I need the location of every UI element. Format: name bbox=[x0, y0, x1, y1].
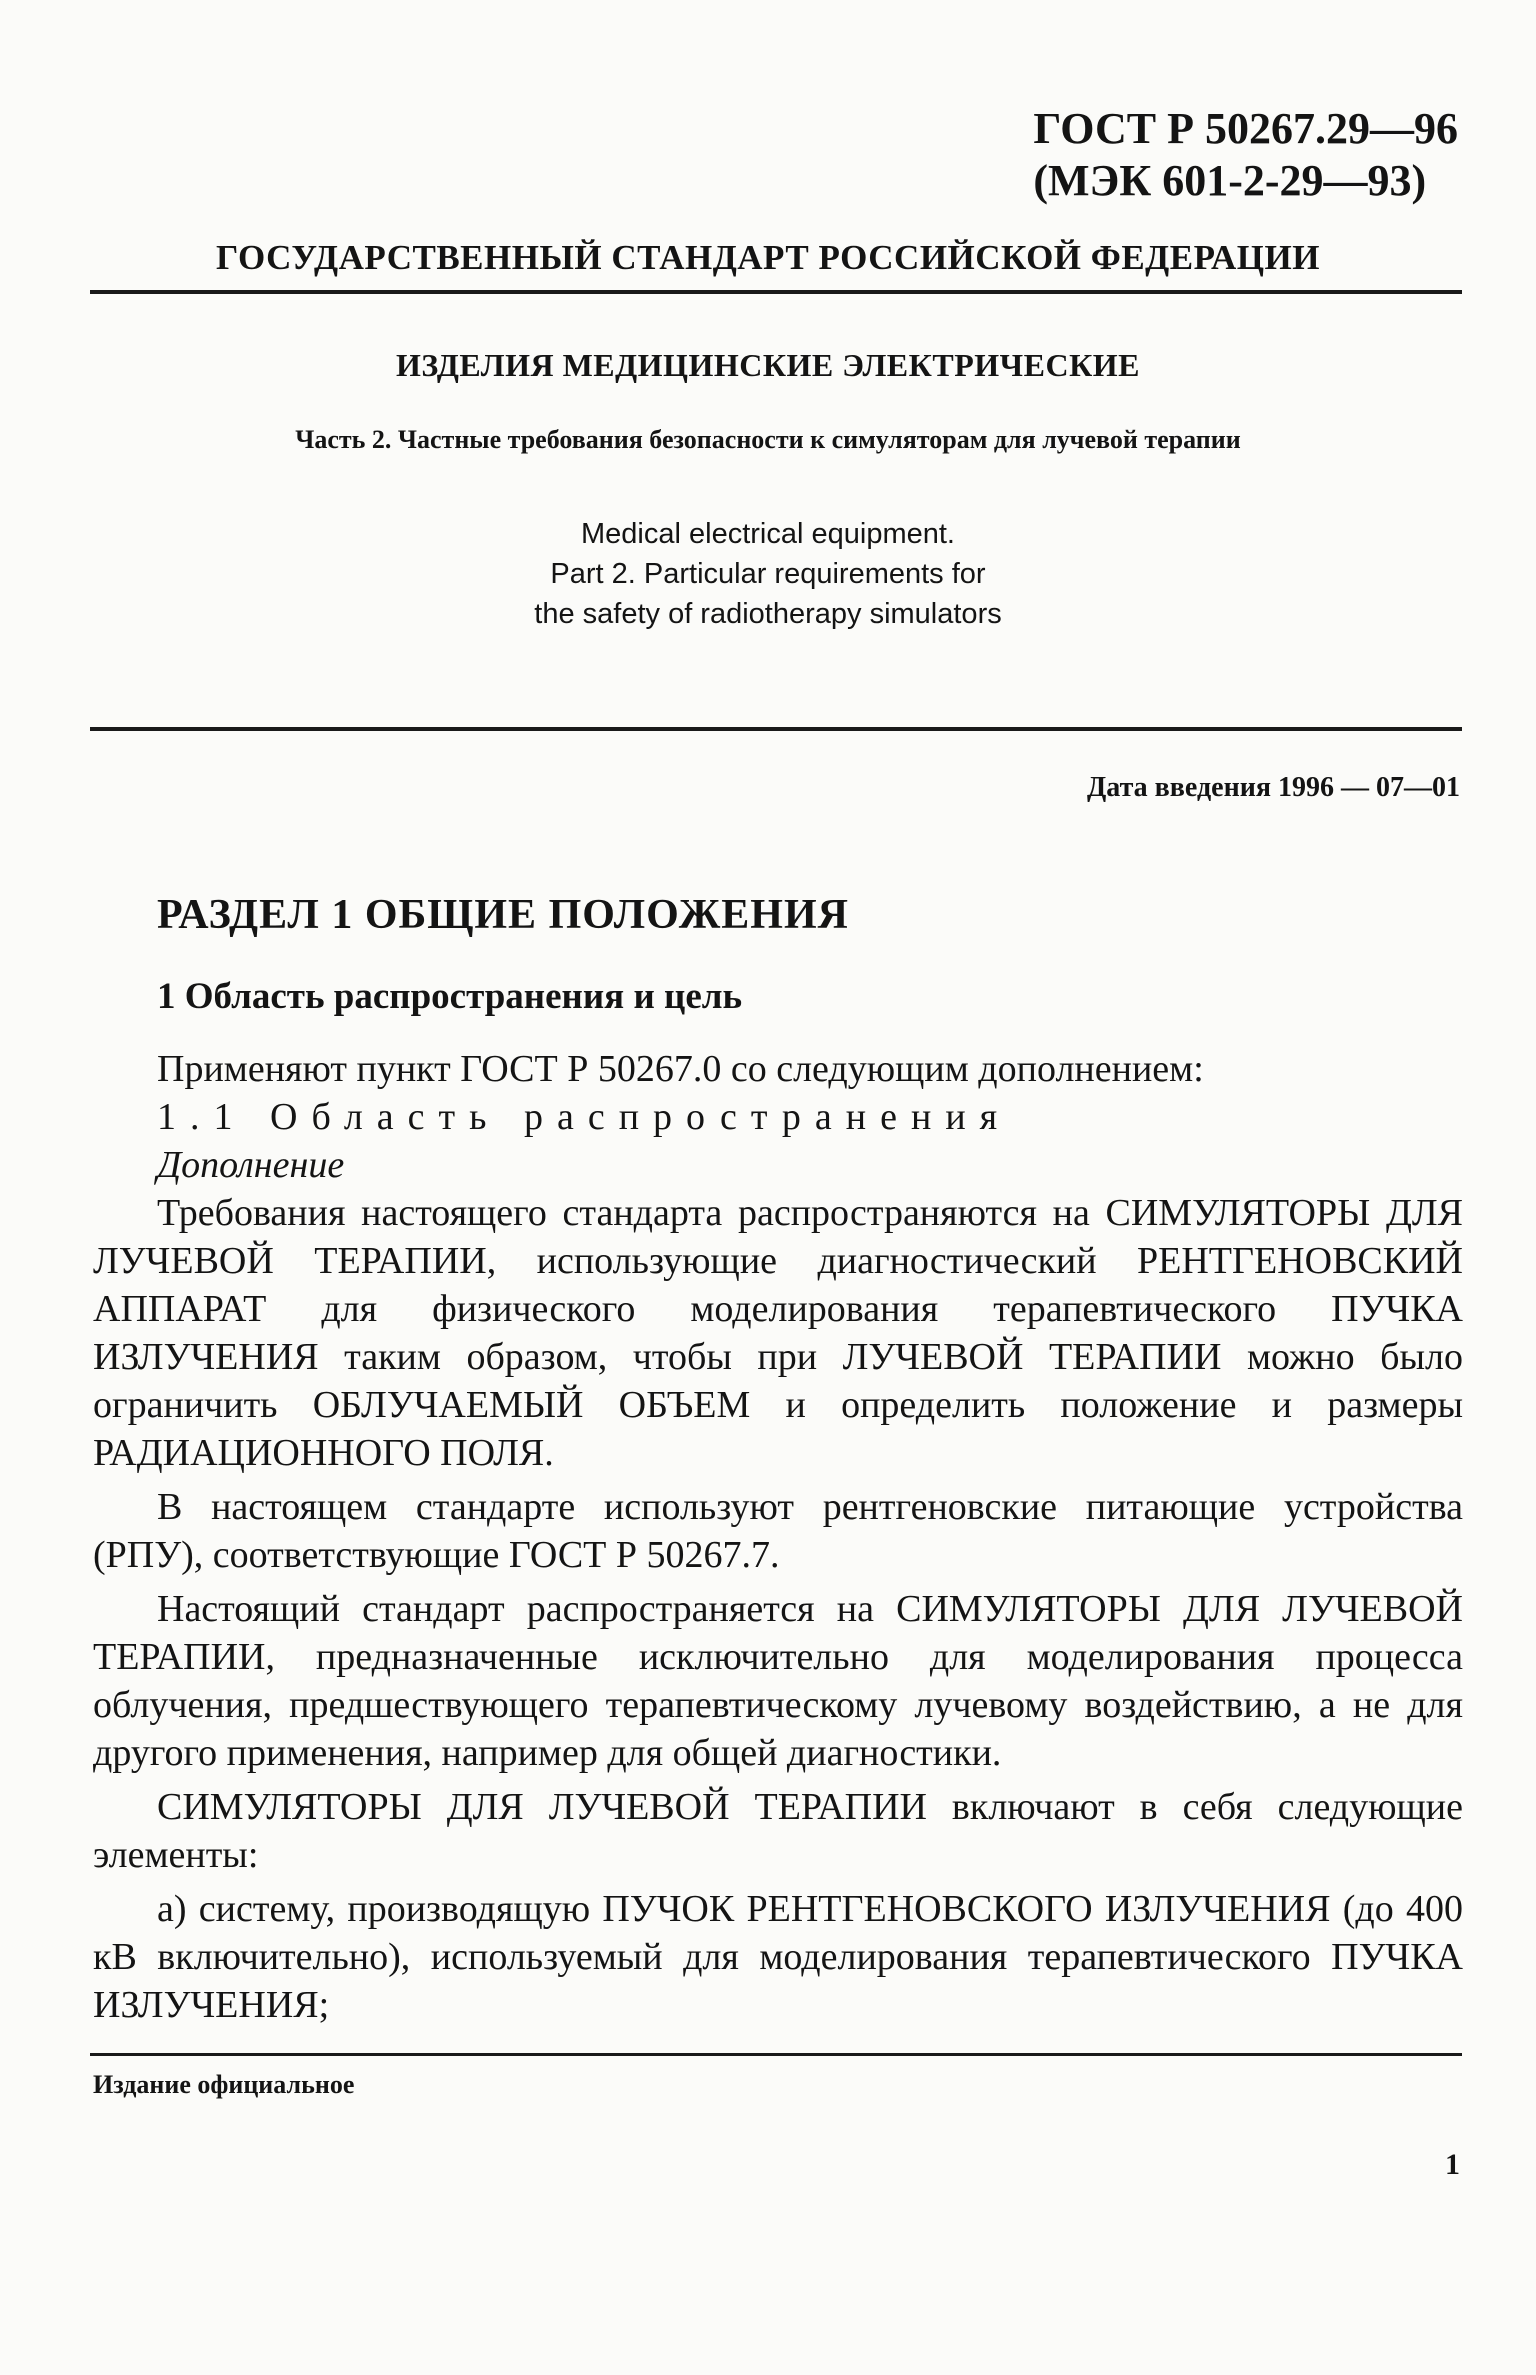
paragraph: Применяют пункт ГОСТ Р 50267.0 со следующим дополнением: bbox=[157, 1048, 1204, 1090]
paragraph: Требования настоящего стандарта распространяются на СИМУЛЯТОРЫ ДЛЯ ЛУЧЕВОЙ ТЕРАПИИ, использующие диагностический РЕНТГЕНОВСКИЙ АППАРАТ для физического моделирования терапевтического ПУЧКА ИЗЛУЧЕНИЯ таким образом, чтобы при ЛУЧЕВОЙ ТЕРАПИИ можно было ограничить ОБЛУЧАЕМЫЙ ОБЪЕМ и определить положение и размеры РАДИАЦИОННОГО ПОЛЯ. bbox=[93, 1192, 1463, 1474]
section-title: РАЗДЕЛ 1 ОБЩИЕ ПОЛОЖЕНИЯ bbox=[157, 892, 849, 938]
addition-label: Дополнение bbox=[157, 1144, 345, 1186]
english-title-line: Part 2. Particular requirements for bbox=[550, 558, 986, 590]
english-title bbox=[0, 514, 1536, 634]
state-standard-title: ГОСУДАРСТВЕННЫЙ СТАНДАРТ РОССИЙСКОЙ ФЕДЕРАЦИИ bbox=[216, 238, 1320, 277]
english-title-line: the safety of radiotherapy simulators bbox=[534, 598, 1002, 630]
header-divider bbox=[90, 290, 1462, 294]
list-item: а) систему, производящую ПУЧОК РЕНТГЕНОВСКОГО ИЗЛУЧЕНИЯ (до 400 кВ включительно), используемый для моделирования терапевтического ПУЧКА ИЗЛУЧЕНИЯ; bbox=[93, 1888, 1463, 2026]
paragraph: СИМУЛЯТОРЫ ДЛЯ ЛУЧЕВОЙ ТЕРАПИИ включают в себя следующие элементы: bbox=[93, 1786, 1463, 1876]
title-divider bbox=[90, 727, 1462, 731]
body-text bbox=[93, 1045, 1463, 2029]
document-title: ИЗДЕЛИЯ МЕДИЦИНСКИЕ ЭЛЕКТРИЧЕСКИЕ bbox=[395, 347, 1140, 383]
edition-label: Издание официальное bbox=[93, 2070, 355, 2099]
page-number: 1 bbox=[1445, 2148, 1460, 2181]
gost-code: ГОСТ Р 50267.29—96 bbox=[1033, 104, 1458, 153]
clause-title: 1 Область распространения и цель bbox=[157, 976, 743, 1017]
part-title: Часть 2. Частные требования безопасности к симуляторам для лучевой терапии bbox=[295, 425, 1241, 454]
introduction-date: Дата введения 1996 — 07—01 bbox=[1087, 772, 1460, 803]
footer-divider bbox=[90, 2053, 1462, 2056]
standard-designation bbox=[1033, 103, 1458, 207]
english-title-line: Medical electrical equipment. bbox=[581, 518, 955, 550]
subclause-heading: 1.1 Область распространения bbox=[157, 1096, 1012, 1138]
paragraph: Настоящий стандарт распространяется на СИМУЛЯТОРЫ ДЛЯ ЛУЧЕВОЙ ТЕРАПИИ, предназначенные исключительно для моделирования процесса облучения, предшествующего терапевтическому лучевому воздействию, а не для другого применения, например для общей диагностики. bbox=[93, 1588, 1463, 1774]
iec-code: (МЭК 601-2-29—93) bbox=[1033, 156, 1427, 205]
paragraph: В настоящем стандарте используют рентгеновские питающие устройства (РПУ), соответствующие ГОСТ Р 50267.7. bbox=[93, 1486, 1463, 1576]
